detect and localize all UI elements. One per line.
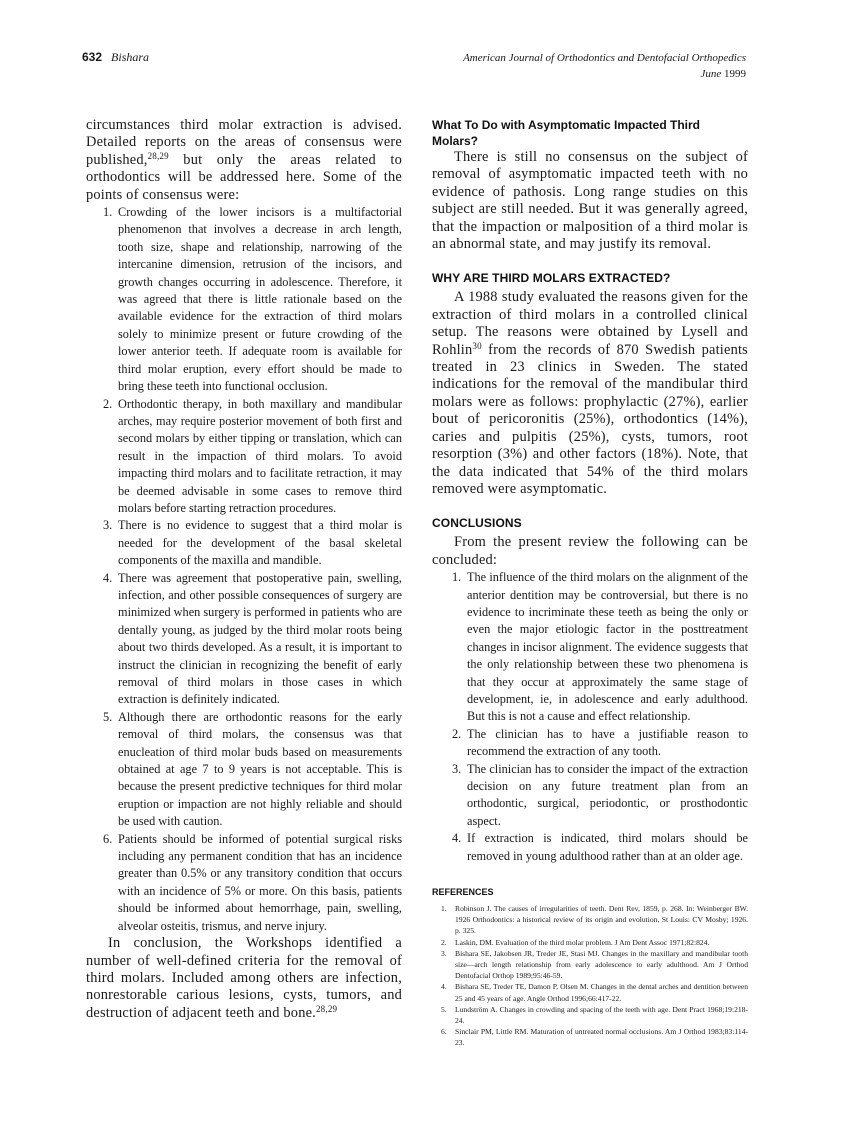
reference-item <box>432 1004 748 1026</box>
point-text: The clinician has to consider the impact of the extraction decision on any future treatment plan from an orthodontic, surgical, periodontic, or prosthodontic aspect. <box>467 761 748 828</box>
reference-item <box>432 937 748 948</box>
point-text: Patients should be informed of potential surgical risks including any permanent condition that has an incidence greater than 0.5% or any transitory condition that occurs with an incidence of 5% or more. On this basis, patients should be informed about hemorrhage, pain, swelling, alveolar osteitis, trismus, and nerve injury. <box>118 831 402 933</box>
references-heading: REFERENCES <box>432 887 494 898</box>
journal-title: American Journal of Orthodontics and Dentofacial Orthopedics <box>463 52 746 64</box>
conclusion-point <box>432 726 748 761</box>
reference-number: 5. <box>441 1004 447 1014</box>
reference-text: Lundström A. Changes in crowding and spacing of the teeth with age. Dent Pract 1968;19:218-24. <box>455 1004 748 1026</box>
point-text: The clinician has to have a justifiable reason to recommend the extraction of any tooth. <box>467 726 748 759</box>
point-text: Although there are orthodontic reasons for the early removal of third molars, the consensus was that enucleation of third molar buds based on measurements obtained at age 7 to 9 years is not acceptable. This is because the present predictive techniques for third molar eruption or impaction are not highly reliable and should be used with caution. <box>118 709 402 829</box>
reference-item <box>432 981 748 1003</box>
reference-text: Bishara SE, Jakobsen JR, Treder JE, Stasi MJ. Changes in the maxillary and mandibular tooth size—arch length relationship from early adolescence to early adulthood. Am J Orthod Dentofacial Orthop 1989;95:46-59. <box>455 948 748 981</box>
consensus-point <box>86 831 402 935</box>
running-head-left <box>82 50 149 65</box>
right-column <box>432 117 748 1049</box>
section-heading-asymptomatic: What To Do with Asymptomatic Impacted Third Molars? <box>432 118 701 148</box>
point-text: There is no evidence to suggest that a third molar is needed for the development of the basal skeletal components of the maxilla and mandible. <box>118 518 402 568</box>
reference-number: 2. <box>441 937 447 947</box>
point-number: 5. <box>103 709 113 724</box>
point-number: 6. <box>103 831 113 846</box>
point-number: 1. <box>103 205 113 220</box>
conclusion-point <box>432 569 748 726</box>
consensus-point <box>86 709 402 831</box>
point-text: Orthodontic therapy, in both maxillary and mandibular arches, may require posterior movement of both first and second molars by either tipping or translation, which can result in the impaction of third molars. To avoid impacting third molars and to facilitate retraction, it may be deemed advisable in some cases to remove third molars before starting retraction procedures. <box>118 396 402 515</box>
intro-paragraph <box>86 117 402 204</box>
conclusions-intro: From the present review the following can be concluded: <box>432 534 748 568</box>
section-heading-why: WHY ARE THIRD MOLARS EXTRACTED? <box>432 271 671 286</box>
point-number: 3. <box>103 518 113 533</box>
reference-number: 3. <box>441 948 447 958</box>
point-number: 1. <box>452 570 462 585</box>
point-text: The influence of the third molars on the alignment of the anterior dentition may be controversial, but there is no evidence to incriminate these teeth as being the only or even the major etiologic factor in the posttreatment changes in incisor alignment. The evidence suggests that the only relationship between these two phenomena is that they occur at approximately the same stage of development, ie, in adolescence and early adulthood. But this is not a cause and effect relationship. <box>467 570 748 724</box>
why-paragraph <box>432 289 748 498</box>
why-text-a: A 1988 study evaluated the reasons given for the extraction of third molars in a controlled clinical setup. The reasons were obtained by Lysell and Rohlin <box>432 289 748 358</box>
consensus-point <box>86 570 402 709</box>
conclusion-point <box>432 761 748 831</box>
conclusion-text: In conclusion, the Workshops identified a number of well-defined criteria for the removal of third molars. Included among others are infection, nonrestorable carious lesions, cysts, tumors, and destruction of adjacent teeth and bone. <box>86 935 402 1021</box>
point-text: There was agreement that postoperative pain, swelling, infection, and other possible consequences of surgery are minimized when surgery is performed in patients who are dentally young, as judged by the third molar roots being about two thirds developed. As a result, it is important to instruct the clinician in recognizing the benefit of early removal of third molars in those cases in which extraction is definitely indicated. <box>118 570 402 707</box>
asymptomatic-paragraph: There is still no consensus on the subject of removal of asymptomatic impacted teeth with no evidence of pathosis. Long range studies on this subject are still needed. But it was generally agreed, that the impaction or malposition of a third molar is an abnormal state, and may justify its removal. <box>432 149 748 253</box>
citation-superscript: 28,29 <box>147 150 169 161</box>
intro-text-b: but only the areas related to orthodontics will be addressed here. Some of the points of consensus were: <box>86 151 402 203</box>
conclusions-list <box>432 569 748 865</box>
conclusion-paragraph <box>86 935 402 1022</box>
reference-text: Laskin, DM. Evaluation of the third molar problem. J Am Dent Assoc 1971;82:824. <box>455 937 710 947</box>
consensus-point <box>86 396 402 518</box>
reference-number: 6. <box>441 1027 447 1037</box>
point-number: 2. <box>103 396 113 411</box>
reference-item <box>432 948 748 982</box>
reference-item <box>432 903 748 937</box>
citation-superscript: 30 <box>472 340 482 351</box>
consensus-point <box>86 204 402 395</box>
reference-number: 1. <box>441 904 447 914</box>
issue-month: June <box>700 68 722 80</box>
conclusion-point <box>432 830 748 865</box>
point-text: Crowding of the lower incisors is a multifactorial phenomenon that involves a decrease in arch length, tooth size, shape and relationship, narrowing of the intercanine dimension, retrusion of the incisors, and growth changes occurring in adolescence. Therefore, it was agreed that there is little rationale based on the available evidence for the extraction of third molars solely to minimize present or future crowding of the lower anterior teeth. If adequate room is available for third molar eruption, every effort should be made to bring these teeth into functional occlusion. <box>118 205 402 394</box>
left-column <box>86 117 402 1022</box>
page-number: 632 <box>82 50 103 64</box>
running-head-right <box>463 50 746 82</box>
reference-item <box>432 1026 748 1048</box>
consensus-points-list <box>86 204 402 935</box>
point-number: 3. <box>452 761 462 776</box>
reference-text: Bishara SE, Treder TE, Damon P, Olsen M. Changes in the dental arches and dentition between 25 and 45 years of age. Angle Orthod 1996;66:417-22. <box>455 982 748 1003</box>
reference-number: 4. <box>441 982 447 992</box>
point-number: 4. <box>452 831 462 846</box>
point-text: If extraction is indicated, third molars should be removed in young adulthood rather than at an older age. <box>467 831 748 863</box>
citation-superscript: 28,29 <box>315 1003 338 1014</box>
section-heading-conclusions: CONCLUSIONS <box>432 516 522 531</box>
why-text-b: from the records of 870 Swedish patients treated in 23 clinics in Sweden. The stated indications for the removal of the mandibular third molars were as follows: prophylactic (27%), earlier bout of pericoronitis (25%), orthodontics (14%), caries and pulpitis (25%), cysts, tumors, root resorption (3%) and other factors (18%). Note, that the data indicated that 54% of the third molars removed were asymptomatic. <box>432 341 748 497</box>
point-number: 4. <box>103 570 113 585</box>
issue-year: 1999 <box>724 68 746 80</box>
references-list <box>432 903 748 1049</box>
reference-text: Robinson J. The causes of irregularities of teeth. Dent Rev, 1859, p. 268. In: Weinberger BW. 1926 Orthodontics: a historical review of its origin and evolution, St Louis: CV Mosby; 1926. p. 325. <box>455 904 748 936</box>
reference-text: Sinclair PM, Little RM. Maturation of untreated normal occlusions. Am J Orthod 1983;83:114-23. <box>455 1027 748 1048</box>
intro-text-a: circumstances third molar extraction is advised. Detailed reports on the areas of consensus were published, <box>86 117 402 168</box>
consensus-point <box>86 517 402 569</box>
running-head <box>82 50 746 90</box>
issue-date <box>463 66 746 82</box>
point-number: 2. <box>452 726 462 741</box>
running-head-author: Bishara <box>111 50 150 64</box>
